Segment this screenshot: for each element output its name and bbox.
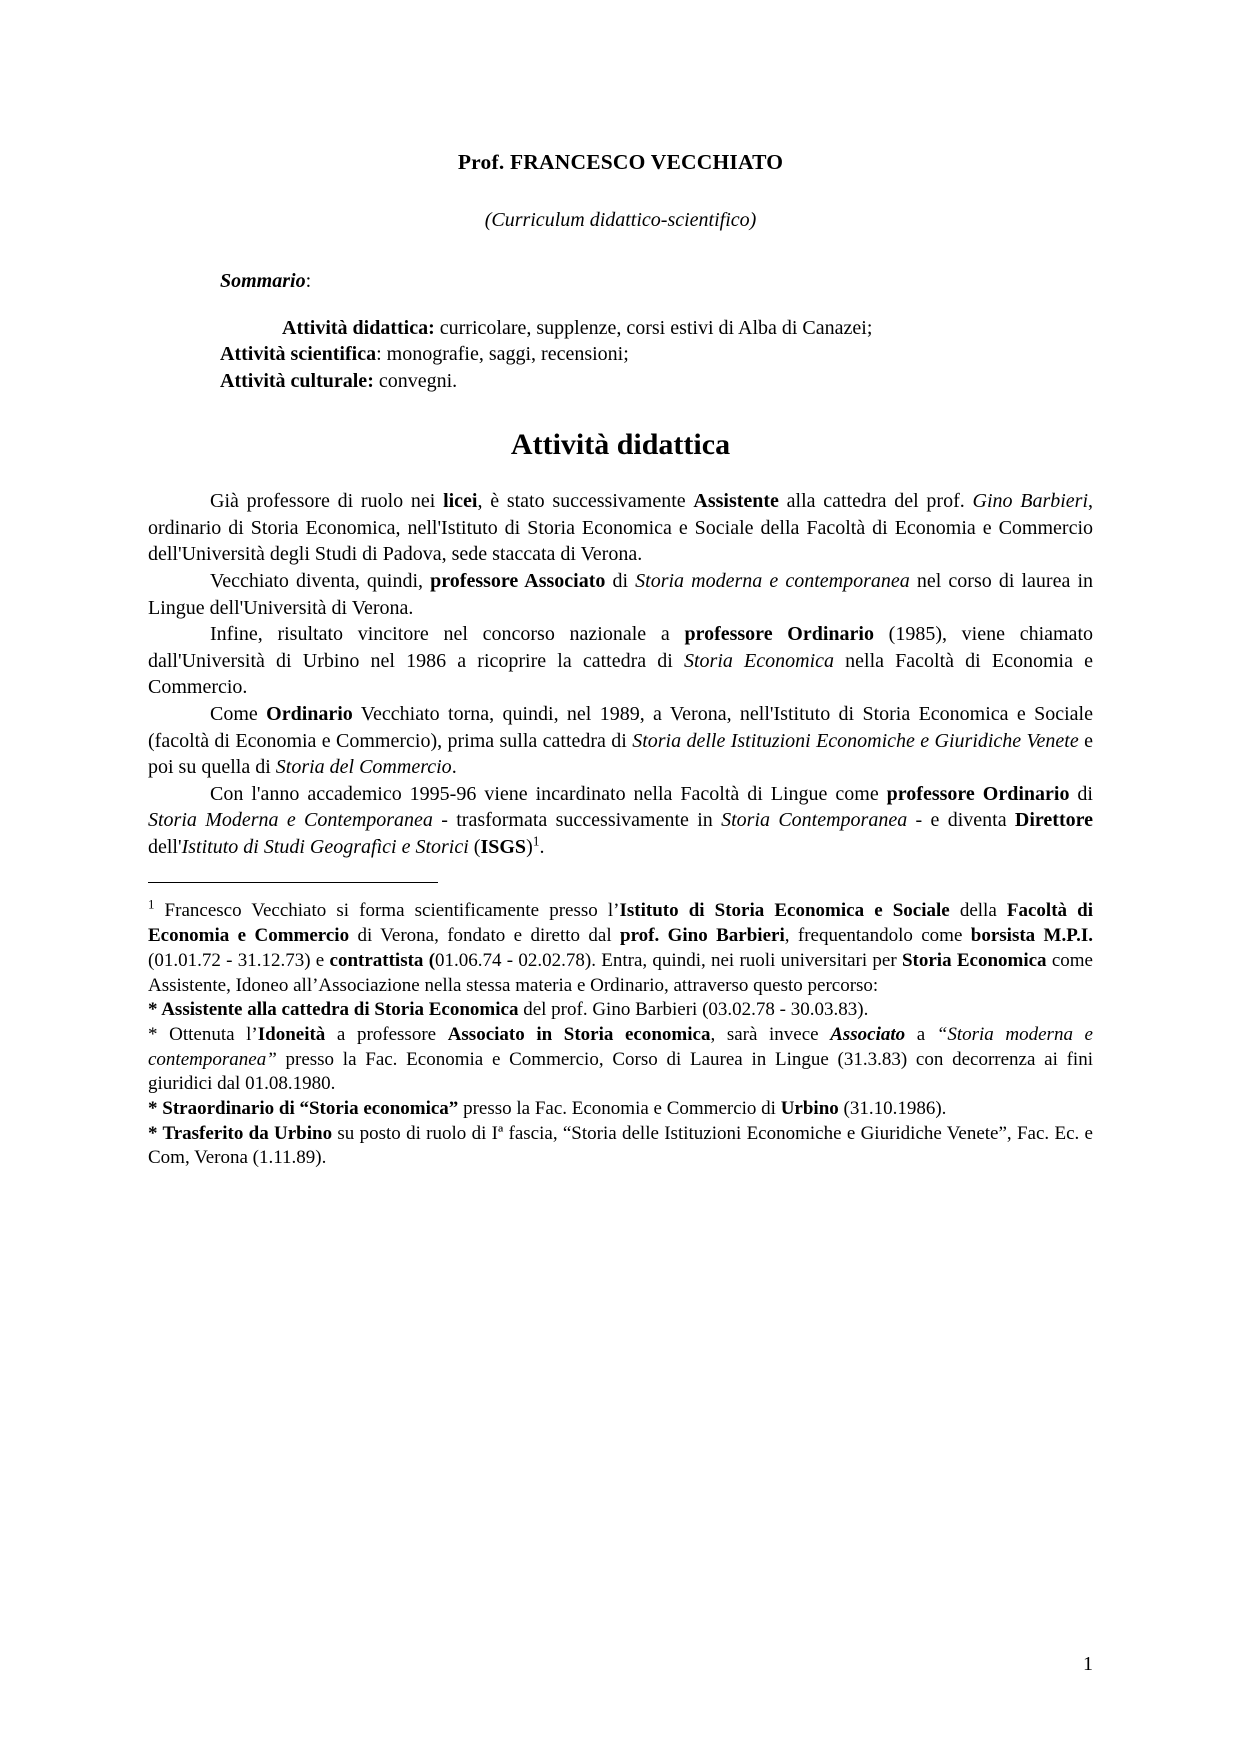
summary-line-didattica-text: curricolare, supplenze, corsi estivi di Alba di Canazei; [434,317,873,339]
summary-line-scientifica-text: : monografie, saggi, recensioni; [376,343,629,366]
text-run: , ordinario di Storia Economica, nell'Istituto di Storia Economica e Sociale della Facoltà di Economia e Commercio dell'Università degli Studi di Padova, sede staccata di Verona. [148,490,1094,566]
text-run: , frequentandolo come [784,925,971,947]
text-run: (1985), viene chiamato dall'Università di Urbino nel 1986 a ricoprire la cattedra di [148,623,1093,672]
text-run: Infine, risultato vincitore nel concorso nazionale a [210,623,685,646]
text-run: Storia delle Istituzioni Economiche e Giuridiche Venete [632,729,1079,752]
text-run: come Assistente, Idoneo all’Associazione nella stessa materia e Ordinario, attraverso questo percorso: [148,949,1093,996]
text-run: Urbino [780,1097,839,1119]
text-run: dell' [148,835,182,858]
paragraph [148,621,1093,701]
text-run: su posto di ruolo di Iª fascia, “Storia delle Istituzioni Economiche e Giuridiche Venete”, Fac. Ec. e Com, Verona (1.11.89). [148,1122,1093,1169]
text-run: Storia Economica [901,949,1047,971]
text-run: di [605,569,636,592]
text-run: (31.10.1986). [838,1097,947,1119]
text-run: di [1069,782,1093,805]
text-run: Con l'anno accademico 1995-96 viene incardinato nella Facoltà di Lingue come [210,782,887,805]
paragraph [148,701,1093,781]
footnote-1 [148,899,1093,1171]
text-run: , è stato successivamente [477,490,694,513]
text-run: Francesco Vecchiato si forma scientificamente presso l’ [154,900,620,922]
text-run: Già professore di ruolo nei [210,490,444,513]
text-run: Storia moderna e contemporanea [635,569,910,592]
text-run: Assistente [693,490,779,513]
summary-line-culturale [220,368,1093,394]
text-run: della [949,900,1007,922]
summary-label-text: Sommario [220,270,306,292]
text-run: Idoneità [257,1023,326,1045]
text-run: . [539,835,545,858]
text-run: a professore [325,1023,448,1045]
summary-line-scientifica-label: Attività scientifica [220,343,377,366]
text-run: (01.01.72 - 31.12.73) e [148,949,330,971]
paragraph [148,488,1093,568]
text-run: professore Ordinario [684,623,874,646]
text-run: Storia Economica [684,649,835,672]
text-run: Storia Contemporanea [721,809,908,832]
text-run: presso la Fac. Economia e Commercio, Corso di Laurea in Lingue (31.3.83) con decorrenza ai fini giuridici dal 01.08.1980. [148,1048,1093,1095]
text-run: . [451,756,457,779]
text-run: Direttore [1014,809,1093,832]
text-run: “Storia moderna e contemporanea” [148,1023,1093,1070]
text-run: * Straordinario di “Storia economica” [148,1097,459,1119]
text-run: Associato [830,1023,906,1045]
document-subtitle: (Curriculum didattico-scientifico) [484,209,757,231]
text-run: Istituto di Storia Economica e Sociale [619,900,950,922]
summary-line-culturale-label: Attività culturale: [220,369,374,392]
text-run: Vecchiato torna, quindi, nel 1989, a Verona, nell'Istituto di Storia Economica e Sociale (facoltà di Economia e Commercio), prima sulla cattedra di [148,702,1093,752]
text-run: ( [468,835,481,858]
text-run: nel corso di laurea in Lingue dell'Università di Verona. [148,569,1093,619]
text-run: presso la Fac. Economia e Commercio di [458,1097,781,1119]
text-run: ISGS [480,835,527,858]
text-run: professore Associato [430,569,606,592]
text-run: Facoltà di Economia e Commercio [148,900,1093,947]
text-run: Storia Moderna e Contemporanea [148,809,433,832]
text-run: prof. Gino Barbieri [620,925,785,947]
text-run: , sarà invece [710,1023,831,1045]
text-run: Come [210,702,267,725]
footnote-paragraph [148,899,1093,1171]
body-text [148,488,1093,860]
summary-line-scientifica [220,341,1093,367]
text-run: e poi su quella di [148,729,1093,779]
footnote-separator [148,882,438,883]
summary-label [148,270,1093,293]
text-run: Vecchiato diventa, quindi, [210,569,431,592]
text-run: contrattista ( [329,949,436,971]
text-run: di Verona, fondato e diretto dal [349,925,621,947]
text-run: a [905,1023,937,1045]
text-run: nella Facoltà di Economia e Commercio. [148,649,1093,699]
section-heading-attivita-didattica: Attività didattica [510,428,731,462]
paragraph [148,781,1093,861]
paragraph [148,568,1093,621]
summary-line-didattica-label: Attività didattica: [282,317,435,339]
footnote-marker: 1 [148,897,155,913]
text-run: * Assistente alla cattedra di Storia Economica [148,999,519,1021]
text-run: - e diventa [907,809,1015,832]
summary-line-didattica [220,315,1093,341]
page-title: Prof. FRANCESCO VECCHIATO [457,150,784,174]
text-run: ) [526,835,533,858]
text-run: Ordinario [266,702,353,725]
summary-line-culturale-text: convegni. [373,369,458,392]
text-run: Istituto di Studi Geografìci e Storici [181,835,469,858]
page-number: 1 [1083,1653,1093,1675]
text-run: Storia del Commercio [275,756,452,779]
text-run: - trasformata successivamente in [432,809,722,832]
text-run: Associato in Storia economica [447,1023,711,1045]
text-run: Gino Barbieri [972,490,1089,513]
text-run: del prof. Gino Barbieri (03.02.78 - 30.03.83). [518,999,869,1021]
text-run: licei [443,490,478,513]
summary-block [148,315,1093,394]
summary-label-colon: : [305,270,312,292]
text-run: professore Ordinario [886,782,1070,805]
text-run: * Ottenuta l’ [148,1023,258,1045]
text-run: * Trasferito da Urbino [148,1122,333,1144]
text-run: 01.06.74 - 02.02.78). Entra, quindi, nei ruoli universitari per [435,949,902,971]
text-run: 1 [532,833,540,849]
text-run: borsista M.P.I. [970,925,1093,947]
text-run: alla cattedra del prof. [778,490,973,513]
